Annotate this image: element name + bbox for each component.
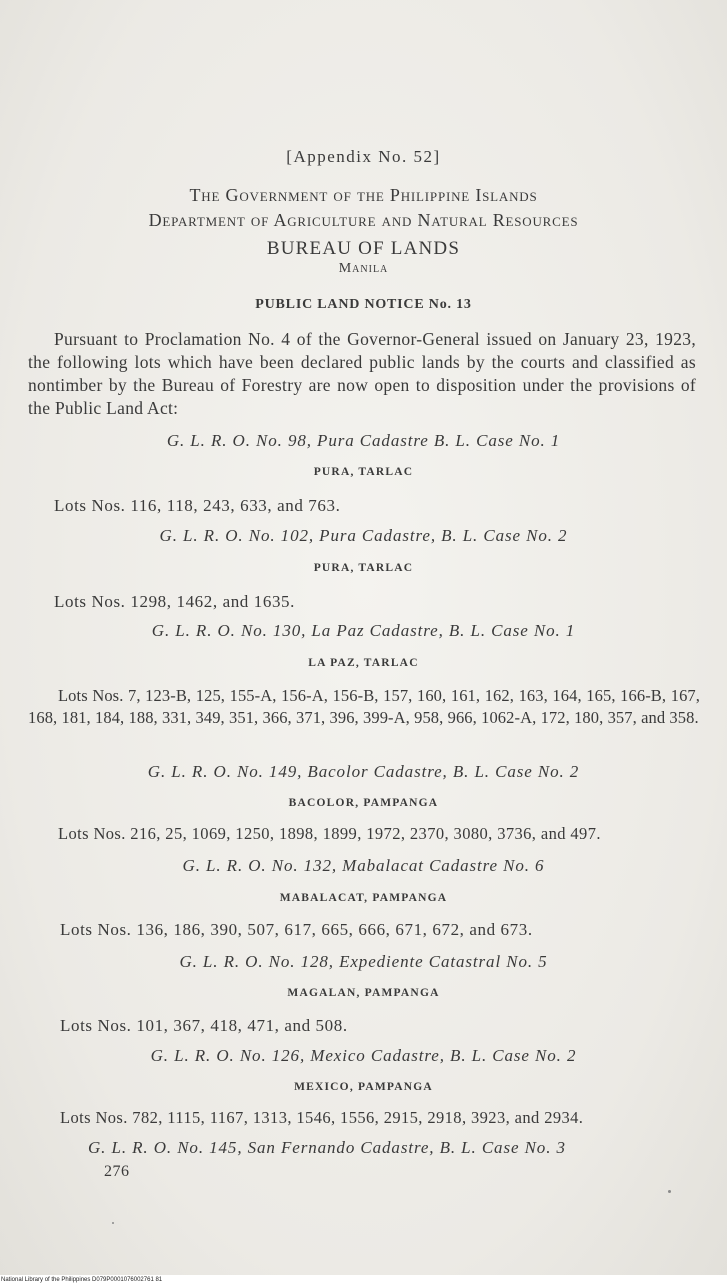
section-place: PURA, TARLAC xyxy=(313,562,414,574)
section-glro: G. L. R. O. No. 145, San Fernando Cadastre, B. L. Case No. 3 xyxy=(88,1138,566,1157)
section-lots: Lots Nos. 101, 367, 418, 471, and 508. xyxy=(60,1016,348,1035)
section-glro: G. L. R. O. No. 128, Expediente Catastral No. 5 xyxy=(179,952,548,971)
section-lots: Lots Nos. 216, 25, 1069, 1250, 1898, 1899, 1972, 2370, 3080, 3736, and 497. xyxy=(58,824,601,843)
section-glro: G. L. R. O. No. 98, Pura Cadastre B. L. Case No. 1 xyxy=(166,431,561,450)
section-place: BACOLOR, PAMPANGA xyxy=(288,797,439,809)
government-heading: The Government of the Philippine Islands xyxy=(189,185,538,205)
section-glro: G. L. R. O. No. 130, La Paz Cadastre, B. L. Case No. 1 xyxy=(151,621,576,640)
section-place: MAGALAN, PAMPANGA xyxy=(287,987,440,999)
section-lots: Lots Nos. 7, 123-B, 125, 155-A, 156-A, 156-B, 157, 160, 161, 162, 163, 164, 165, 166-B, 167, 168, 181, 184, 188, 331, 349, 351, 366, 371, 396, 399-A, 958, 966, 1062-A, 172, 180, 357, and 358. xyxy=(28,686,700,727)
section-glro: G. L. R. O. No. 132, Mabalacat Cadastre No. 6 xyxy=(182,856,545,875)
section-glro: G. L. R. O. No. 102, Pura Cadastre, B. L. Case No. 2 xyxy=(159,526,568,545)
section-place: MABALACAT, PAMPANGA xyxy=(279,892,448,904)
page-number: 276 xyxy=(104,1163,130,1180)
section-glro: G. L. R. O. No. 126, Mexico Cadastre, B. L. Case No. 2 xyxy=(150,1046,577,1065)
section-place: LA PAZ, TARLAC xyxy=(308,657,419,669)
section-lots: Lots Nos. 782, 1115, 1167, 1313, 1546, 1556, 2915, 2918, 3923, and 2934. xyxy=(60,1108,584,1127)
section-place: PURA, TARLAC xyxy=(313,466,414,478)
paper-speck xyxy=(668,1190,671,1193)
department-heading: Department of Agriculture and Natural Resources xyxy=(148,210,579,230)
section-glro: G. L. R. O. No. 149, Bacolor Cadastre, B. L. Case No. 2 xyxy=(147,762,580,781)
intro-paragraph: Pursuant to Proclamation No. 4 of the Governor-General issued on January 23, 1923, the following lots which have been declared public lands by the courts and classified as nontimber by the Bureau of Forestry are now open to disposition under the provisions of the Public Land Act: xyxy=(28,329,696,418)
appendix-label: [Appendix No. 52] xyxy=(286,147,441,166)
city-heading: Manila xyxy=(338,261,389,276)
scan-footer: National Library of the Philippines D079P0001076002761 81 xyxy=(0,1275,727,1286)
section-lots: Lots Nos. 136, 186, 390, 507, 617, 665, 666, 671, 672, and 673. xyxy=(60,920,533,939)
paper-speck xyxy=(112,1222,114,1224)
bureau-heading: BUREAU OF LANDS xyxy=(266,238,461,259)
notice-title: PUBLIC LAND NOTICE No. 13 xyxy=(255,297,472,312)
section-lots: Lots Nos. 1298, 1462, and 1635. xyxy=(54,592,296,611)
section-place: MEXICO, PAMPANGA xyxy=(294,1081,433,1093)
section-lots: Lots Nos. 116, 118, 243, 633, and 763. xyxy=(54,496,341,515)
